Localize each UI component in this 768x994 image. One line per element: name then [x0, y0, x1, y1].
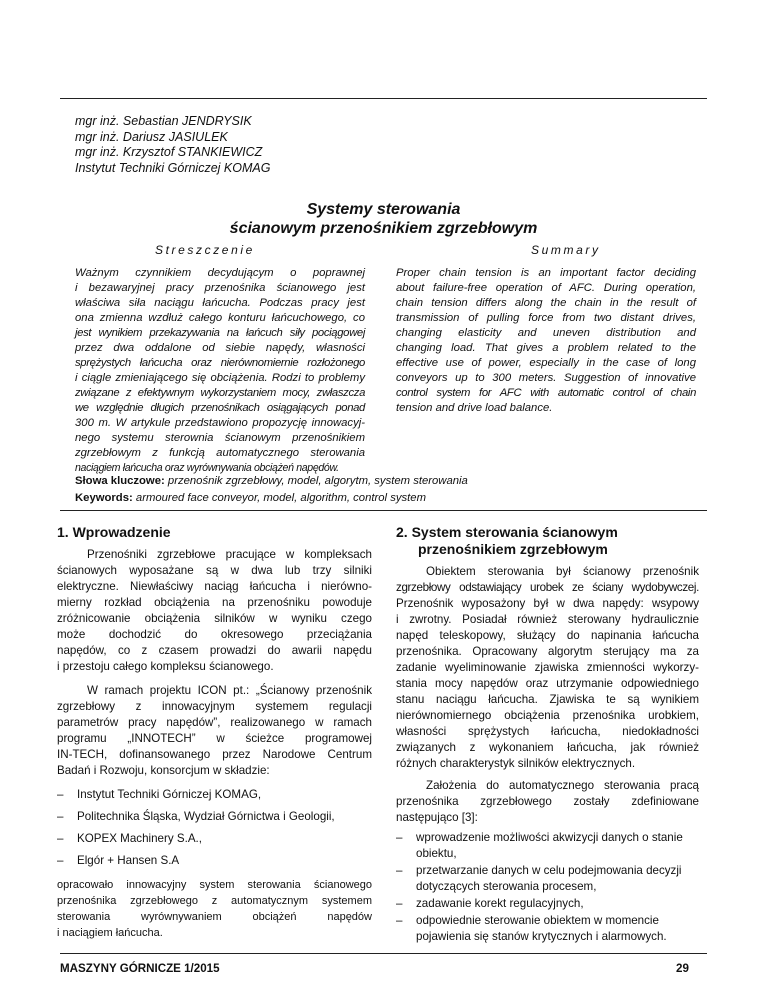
abstract-line: Ważnym czynnikiem decydującym o poprawnej: [75, 267, 365, 279]
list-item: – Instytut Techniki Górniczej KOMAG,: [57, 787, 372, 803]
text-line: zgrzebłowy z innowacyjnym systemem regulacji: [57, 700, 372, 713]
assumptions-list: [396, 830, 699, 945]
paper-title: [60, 200, 707, 238]
header-rule: [60, 98, 707, 99]
abstract-line: sprężystych łańcucha oraz nierównomiernie rozłożonego: [75, 357, 365, 369]
keywords-pl-value: przenośnik zgrzebłowy, model, algorytm, system sterowania: [167, 475, 468, 487]
abstract-line: we względnie długich przenośnikach osiągających ponad: [75, 402, 365, 414]
paragraph: [396, 564, 699, 772]
text-line: i zwrotny. Posiadał również sterowany hydraulicznie: [396, 613, 699, 626]
abstract-line: control system for AFC with automatic control of chain: [396, 387, 696, 399]
affiliation: Instytut Techniki Górniczej KOMAG: [75, 160, 271, 175]
text-line: Przenośniki zgrzebłowe pracujące w kompleksach: [87, 548, 372, 561]
abstract-line: właściwa siła naciągu łańcucha. Podczas pracy jest: [75, 297, 365, 309]
text-line: stania mocy napędów oraz utrzymanie odpowiedniego: [396, 677, 699, 690]
column-left: [57, 524, 372, 949]
text-line: sterowania wyrównywaniem obciążeń napędów: [57, 911, 372, 923]
abstract-line: chain tension differs along the chain in the result of: [396, 297, 696, 309]
text-line: przenośnika. Opracowany algorytm sterujący ma za: [396, 645, 699, 658]
abstract-line: changing elasticity and uneven distribution and: [396, 327, 696, 339]
text-line: stanu naciągu łańcucha. Zjawiska te są wynikiem: [396, 693, 699, 706]
text-line: przenośnika zgrzebłowego zostały zdefiniowane: [396, 795, 699, 808]
journal-name: MASZYNY GÓRNICZE 1/2015: [60, 962, 220, 975]
text-line: może dochodzić do okresowego przeciążania: [57, 628, 372, 641]
text-line: nierównomiernego obciążenia przenośnika urobkiem,: [396, 709, 699, 722]
keywords-block: [75, 473, 468, 507]
abstract-en-heading: Summary: [531, 243, 601, 257]
text-line: elektryczne. Niewłaściwy naciąg łańcucha i nierówno-: [57, 580, 372, 593]
section-rule: [60, 510, 707, 511]
text-line: Założenia do automatycznego sterowania pracą: [426, 779, 699, 792]
abstract-line: Proper chain tension is an important factor deciding: [396, 267, 696, 279]
abstract-line: ona zmienna wzdłuż całego konturu łańcuchowego, co: [75, 312, 365, 324]
author-line: mgr inż. Krzysztof STANKIEWICZ: [75, 145, 263, 160]
text-line: Obiektem sterowania był ścianowy przenośnik: [426, 565, 699, 578]
abstract-line: transmission of pulling force from two distant drives,: [396, 312, 696, 324]
paragraph: [57, 547, 372, 675]
abstract-pl-heading: Streszczenie: [155, 243, 255, 257]
section-heading: 2. System sterowania ścianowym przenośnikiem zgrzebłowym: [396, 524, 618, 557]
abstract-line: zgrzebłowym z funkcją automatycznego sterowania: [75, 447, 365, 459]
keywords-en-label: Keywords:: [75, 492, 133, 504]
list-item: – zadawanie korekt regulacyjnych,: [396, 896, 699, 912]
page-number: 29: [676, 962, 689, 975]
title-line: ścianowym przenośnikiem zgrzebłowym: [229, 220, 538, 237]
author-block: [75, 114, 270, 176]
text-line: programu „INNOTECH” w ścieżce programowej: [57, 732, 372, 745]
text-line: i przestoju całego kompleksu ścianowego.: [57, 660, 274, 673]
abstract-line: związane z efektywnym wykorzystaniem mocy, zwłaszcza: [75, 387, 365, 399]
list-item: – odpowiednie sterowanie obiektem w momencie pojawienia się stanów krytycznych i alarmowych.: [396, 913, 699, 945]
paragraph: [57, 683, 372, 779]
abstract-line: effective use of power, especially in the case of long: [396, 357, 696, 369]
abstract-line: i bezawaryjnej pracy przenośnika ścianowego jest: [75, 282, 365, 294]
text-line: następująco [3]:: [396, 811, 478, 824]
abstract-line: i ciągle zmieniającego się obciążenia. Rodzi to problemy: [75, 372, 365, 384]
text-line: zróżnicowanie obciążenia silników w wyniku czego: [57, 612, 372, 625]
section-heading: 1. Wprowadzenie: [57, 524, 171, 540]
text-line: różnych charakterystyk silników elektrycznych.: [396, 757, 636, 770]
text-line: parametrów pracy napędów”, realizowanego w ramach: [57, 716, 372, 729]
abstract-line: tension and drive load balance.: [396, 402, 553, 414]
text-line: napęd teleskopowy, służący do napinania łańcucha: [396, 629, 699, 642]
text-line: IN-TECH, dofinansowanego przez Narodowe Centrum: [57, 748, 372, 761]
paragraph: [396, 778, 699, 826]
text-line: mierny rozkład obciążenia na przenośniku powoduje: [57, 596, 372, 609]
title-line: Systemy sterowania: [306, 201, 461, 218]
text-line: własności sprężystych łańcucha, niedokładności: [396, 725, 699, 738]
author-line: mgr inż. Sebastian JENDRYSIK: [75, 114, 252, 128]
text-line: ścianowych wyposażane są w dwa lub trzy silniki: [57, 564, 372, 577]
list-item: – Elgór + Hansen S.A: [57, 853, 372, 869]
abstract-line: nego systemu sterownia ścianowym przenośnikiem: [75, 432, 365, 444]
list-item: – przetwarzanie danych w celu podejmowania decyzji dotyczących sterowania procesem,: [396, 863, 699, 895]
abstract-line: naciągiem łańcucha oraz wyrównywania obciążeń napędów.: [75, 462, 339, 474]
keywords-pl-label: Słowa kluczowe:: [75, 475, 165, 487]
abstract-line: jest wynikiem przekazywania na łańcuch siły pociągowej: [75, 327, 365, 339]
text-line: związanych z wykonaniem łańcucha, jak również: [396, 741, 699, 754]
abstract-line: przez dwa oddalone od siebie napędy, własności: [75, 342, 365, 354]
keywords-en-value: armoured face conveyor, model, algorithm, control system: [135, 492, 426, 504]
keywords-pl: [75, 473, 468, 490]
abstract-line: about failure-free operation of AFC. During operation,: [396, 282, 696, 294]
list-item: – wprowadzenie możliwości akwizycji danych o stanie obiektu,: [396, 830, 699, 862]
column-right: [396, 524, 699, 953]
list-item: – Politechnika Śląska, Wydział Górnictwa i Geologii,: [57, 809, 372, 825]
abstract-pl: [75, 266, 365, 476]
text-line: Badań i Rozwoju, konsorcjum w składzie:: [57, 764, 270, 777]
text-line: Przenośnik wyposażony był w dwa napędy: wsypowy: [396, 597, 699, 610]
text-line: i naciągiem łańcucha.: [57, 927, 163, 939]
text-line: przenośnika zgrzebłowego z automatycznym systemem: [57, 895, 372, 907]
abstract-line: 300 m. W artykule przedstawiono propozycję innowacyj-: [75, 417, 365, 429]
text-line: zgrzebłowy odstawiający urobek ze ściany wydobywczej.: [396, 581, 699, 594]
text-line: W ramach projektu ICON pt.: „Ścianowy przenośnik: [87, 684, 372, 697]
abstract-en: [396, 266, 696, 416]
footer-rule: [60, 953, 707, 954]
abstract-line: conveyors up to 300 meters. Suggestion of innovative: [396, 372, 696, 384]
text-line: opracowało innowacyjny system sterowania ścianowego: [57, 879, 372, 891]
list-item: – KOPEX Machinery S.A.,: [57, 831, 372, 847]
keywords-en: [75, 490, 468, 507]
paragraph: [57, 877, 372, 941]
consortium-list: [57, 787, 372, 869]
abstract-line: changing load. That gives a problem related to the: [396, 342, 696, 354]
text-line: zadanie wyeliminowanie zjawiska zmienności wykorzy-: [396, 661, 699, 674]
text-line: napędów, co z czasem prowadzi do awarii napędu: [57, 644, 372, 657]
author-line: mgr inż. Dariusz JASIULEK: [75, 129, 228, 144]
